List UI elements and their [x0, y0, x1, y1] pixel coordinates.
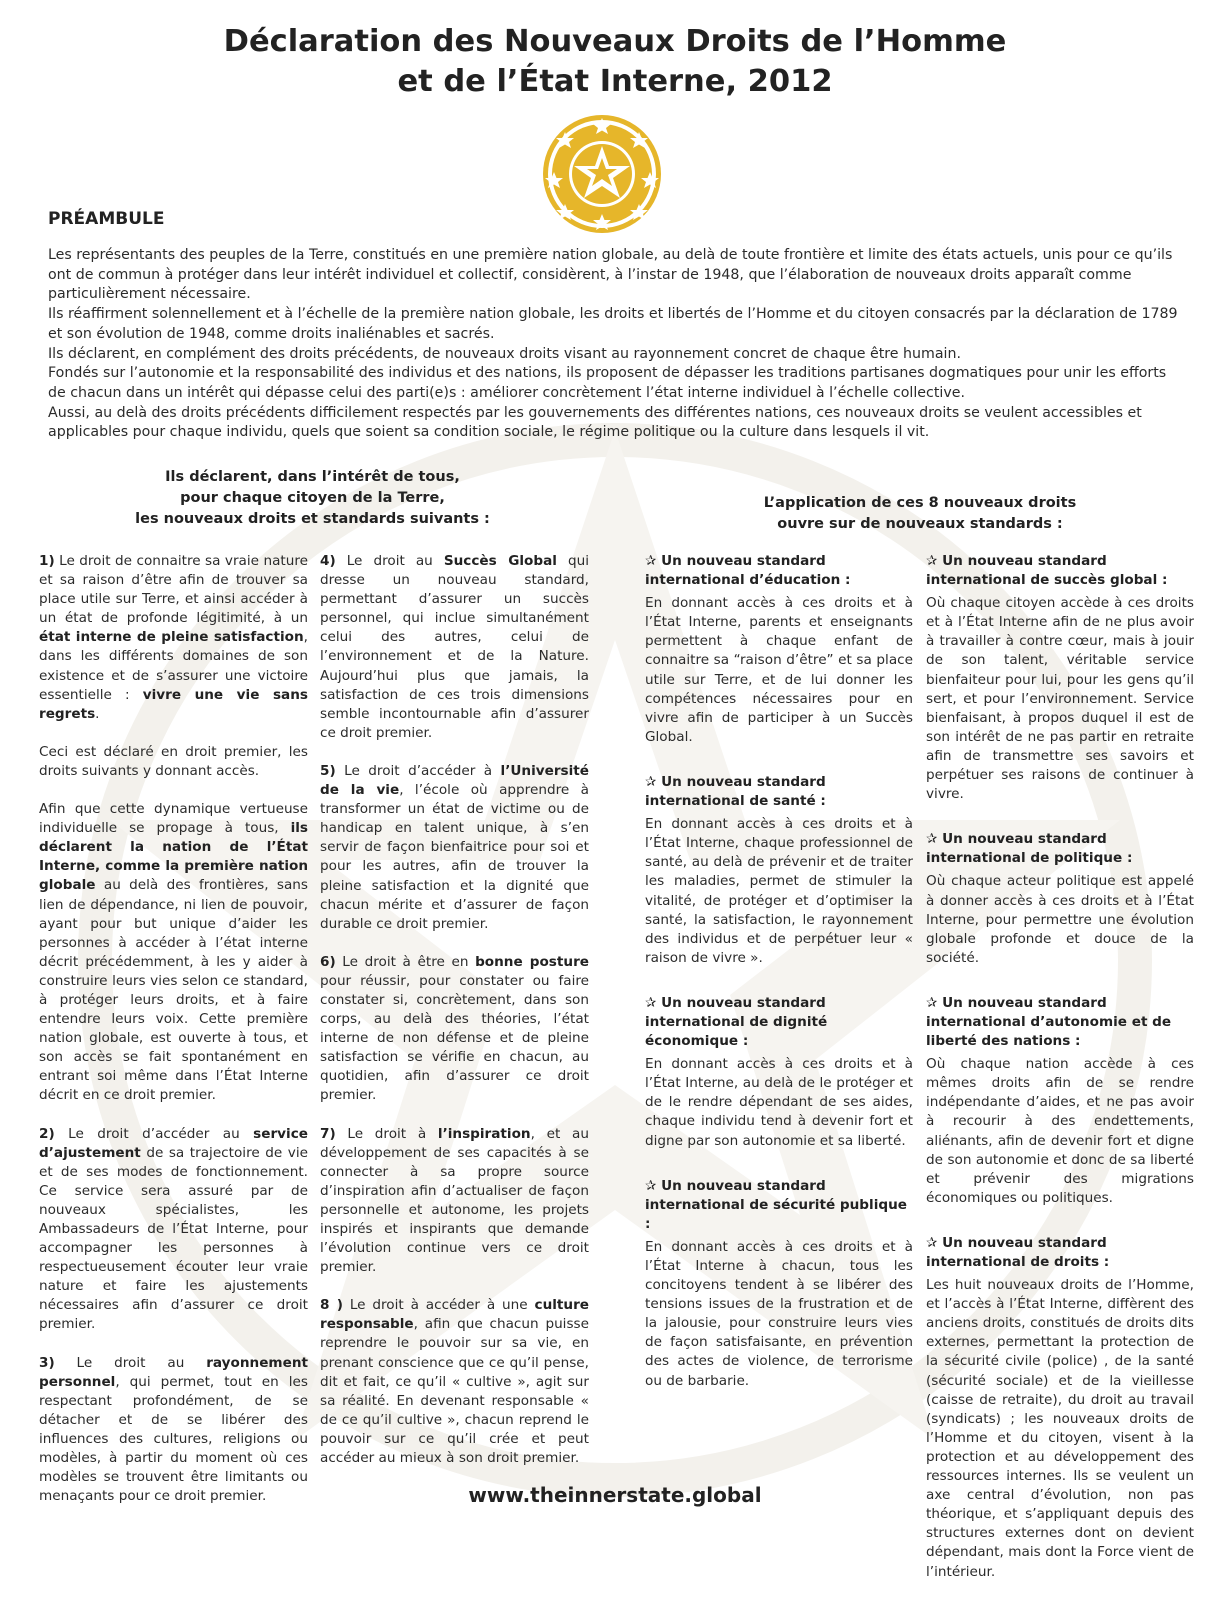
star-bullet-icon: ✰ — [645, 994, 657, 1011]
title-line-1: Déclaration des Nouveaux Droits de l’Homme — [223, 24, 1007, 59]
right-1-note: Ceci est déclaré en droit premier, les droits suivants y donnant accès. — [39, 743, 308, 779]
right-text: Le droit au — [335, 553, 444, 569]
standard-title-text: Un nouveau standard international d’éducation : — [645, 553, 851, 589]
standard-title — [926, 994, 1194, 1051]
standard-sante — [645, 773, 913, 968]
star-emblem-icon — [540, 112, 664, 236]
right-number: 8 ) — [320, 1297, 343, 1314]
preamble-paragraph: Ils déclarent, en complément des droits précédents, de nouveaux droits visant au rayonnement concret de chaque être humain. — [48, 345, 961, 362]
right-text: Afin que cette dynamique vertueuse individuelle se propage à tous, — [39, 801, 308, 837]
right-2 — [39, 1125, 308, 1335]
rights-heading-line: les nouveaux droits et standards suivants : — [135, 511, 490, 527]
right-text: , afin que chacun puisse reprendre le pouvoir sur sa vie, en prenant conscience que ce qu’il pense, dit et fait, ce qu’il « cultive », agit sur sa réalité. En devenant responsable « de ce qu’il cultive », chacun reprend le pouvoir sur ce qu’il crée et peut accéder au mieux à son droit premier. — [320, 1316, 589, 1467]
right-text: Le droit à — [335, 1125, 438, 1142]
star-bullet-icon: ✰ — [645, 773, 657, 790]
right-number: 2) — [39, 1125, 55, 1142]
star-bullet-icon: ✰ — [645, 1177, 657, 1194]
right-text: Le droit à être en — [335, 953, 476, 970]
star-bullet-icon: ✰ — [926, 553, 938, 569]
standard-body: Où chaque acteur politique est appelé à donner accès à ces droits et à l’État Interne, pour permettre une évolution globale profonde et douce de la société. — [926, 873, 1194, 966]
right-emphasis: vivre une vie sans regrets — [39, 686, 308, 722]
preamble-text — [48, 246, 1188, 443]
standards-heading-line: ouvre sur de nouveaux standards : — [777, 516, 1063, 532]
standard-title-text: Un nouveau standard international de sécurité publique : — [645, 1177, 907, 1232]
page-title — [0, 22, 1230, 102]
standard-securite — [645, 1177, 913, 1391]
standards-heading-line: L’application de ces 8 nouveaux droits — [763, 495, 1077, 511]
standard-education — [645, 552, 913, 747]
standard-title — [926, 1234, 1194, 1272]
right-number: 6) — [320, 953, 336, 970]
standard-title — [645, 773, 913, 811]
standard-title — [645, 994, 913, 1051]
standard-body: Les huit nouveaux droits de l’Homme, et l’accès à l’État Interne, diffèrent des anciens droits, constitués de droits dits externes, permettant la protection de la sécurité civile (police) , de la santé (sécurité sociale) et de la vieillesse (caisse de retraite), du droit au travail (syndicats) ; les nouveaux droits de l’Homme et du citoyen, visent à la protection et au développement des ressources internes. Ils se veulent un axe central d’évolution, non pas théorique, et s’appliquant depuis des structures externes dont on devient dépendant, mais dont la Force vient de l’intérieur. — [926, 1277, 1194, 1580]
standard-title — [926, 830, 1194, 868]
right-text: Le droit au — [54, 1354, 207, 1371]
standard-droits — [926, 1234, 1194, 1582]
right-emphasis: Succès Global — [443, 553, 557, 569]
right-1 — [39, 552, 308, 724]
rights-column-2 — [320, 552, 589, 1487]
standard-title — [926, 552, 1194, 590]
right-text: , qui permet, tout en les respectant profondément, de se détacher et de se libérer des influences des cultures, religions ou modèles, à partir du moment où ces modèles se trouvent être limitants ou menaçants pour ce droit premier. — [39, 1373, 308, 1505]
right-text: de sa trajectoire de vie et de ses modes de fonctionnement. Ce service sera assuré par de nouveaux spécialistes, les Ambassadeurs de l’État Interne, pour accompagner les personnes à respectueusement écouter leur vraie nature et faire les ajustements nécessaires afin d’assurer ce droit premier. — [39, 1144, 308, 1333]
right-1-nation — [39, 800, 308, 1106]
standard-dignite — [645, 994, 913, 1151]
standard-title-text: Un nouveau standard international de politique : — [926, 831, 1133, 867]
right-emphasis: l’Université de la vie — [320, 762, 589, 799]
right-emphasis: bonne posture — [475, 953, 589, 970]
right-6 — [320, 953, 589, 1106]
star-bullet-icon: ✰ — [926, 1234, 938, 1251]
right-text: , l’école où apprendre à transformer un état de victime ou de handicap en talent unique, à s’en servir de façon bienfaitrice pour soi et pour les autres, afin de trouver la pleine satisfaction et la dignité que chacun mérite et d’assurer de façon durable ce droit premier. — [320, 782, 589, 932]
right-emphasis: rayonnement personnel — [39, 1354, 308, 1390]
right-number: 5) — [320, 762, 336, 779]
standards-heading — [700, 493, 1140, 535]
title-line-2: et de l’État Interne, 2012 — [397, 64, 833, 99]
standard-title-text: Un nouveau standard international d’autonomie et de liberté des nations : — [926, 994, 1172, 1050]
right-text: au delà des frontières, sans lien de dépendance, ni lien de pouvoir, ayant pour but unique d’aider les personnes à accéder à l’état interne décrit précédemment, à les y aider à construire leurs vies selon ce standard, à protéger leurs droits, et à faire entendre leurs voix. Cette première nation globale, est ouverte à tous, et son accès se fait spontanément en entrant soi même dans l’État Interne décrit en ce droit premier. — [39, 877, 308, 1104]
star-bullet-icon: ✰ — [926, 831, 938, 848]
preamble-title: PRÉAMBULE — [48, 209, 165, 229]
right-text: Le droit de connaitre sa vraie nature et sa raison d’être afin de trouver sa place utile sur Terre, et ainsi accéder à un état de profonde légitimité, à un — [39, 553, 308, 627]
standard-succes — [926, 552, 1194, 804]
right-5 — [320, 762, 589, 934]
standard-title-text: Un nouveau standard international de droits : — [926, 1234, 1110, 1270]
preamble-paragraph: Fondés sur l’autonomie et la responsabilité des individus et des nations, ils proposent de dépasser les traditions partisanes dogmatiques pour unir les efforts de chacun dans un intérêt qui dépasse celui des parti(e)s : améliorer concrètement l’état interne individuel à l’échelle collective. — [48, 365, 1167, 401]
standards-column-1 — [645, 552, 913, 1417]
right-text: , dans les différents domaines de son existence et de s’assurer une victoire essentielle : — [39, 629, 308, 703]
standard-title-text: Un nouveau standard international de santé : — [645, 773, 826, 810]
right-emphasis: état interne de pleine satisfaction — [39, 629, 304, 646]
standard-body: Où chaque nation accède à ces mêmes droits afin de se rendre indépendante d’aides, et ne pas avoir à recourir à des endettements, aliénants, afin de devenir fort et digne de son autonomie et donc de sa liberté et prévenir des migrations économiques ou politiques. — [926, 1056, 1194, 1206]
standard-body: Où chaque citoyen accède à ces droits et à l’État Interne afin de ne plus avoir à travailler à contre cœur, mais à jouir de son talent, véritable service bienfaiteur pour lui, pour les gens qu’il sert, et pour l’environnement. Service bienfaisant, à propos duquel il est de son intérêt de ne pas partir en retraite afin de transmettre ses savoirs et perpétuer ses raisons de continuer à vivre. — [926, 595, 1194, 803]
standard-body: En donnant accès à ces droits et à l’État Interne, chaque professionnel de santé, au delà de prévenir et de traiter les maladies, permet de stimuler la vitalité, de protéger et d’optimiser la santé, la satisfaction, le rayonnement des individus et de perpétuer leur « raison de vivre ». — [645, 816, 913, 966]
right-emphasis: l’inspiration — [437, 1125, 531, 1142]
standard-title-text: Un nouveau standard international de succès global : — [926, 553, 1168, 589]
standard-title — [645, 1177, 913, 1234]
right-text: . — [95, 705, 100, 722]
right-number: 3) — [39, 1354, 55, 1371]
preamble-paragraph: Aussi, au delà des droits précédents difficilement respectés par les gouvernements des différentes nations, ces nouveaux droits se veulent accessibles et applicables pour chaque individu, quels que soient sa condition sociale, le régime politique ou la culture dans lesquels il vit. — [48, 404, 1142, 441]
standard-title — [645, 552, 913, 590]
right-text: qui dresse un nouveau standard, permettant d’assurer un succès personnel, qui inclue simultanément celui des autres, celui de l’environnement et de la Nature. Aujourd’hui plus que jamais, la satisfaction de ces trois dimensions semble incontournable afin d’assurer ce droit premier. — [320, 553, 589, 741]
star-bullet-icon: ✰ — [645, 553, 657, 569]
right-7 — [320, 1125, 589, 1278]
star-bullet-icon: ✰ — [926, 994, 938, 1011]
preamble-paragraph: Les représentants des peuples de la Terre, constitués en une première nation globale, au delà de toute frontière et limite des états actuels, unis pour ce qu’ils ont de commun à protéger dans leur intérêt individuel et collectif, considèrent, à l’instar de 1948, que l’élaboration de nouveaux droits apparaît comme particulièrement nécessaire. — [48, 247, 1173, 303]
standard-politique — [926, 830, 1194, 968]
standard-autonomie — [926, 994, 1194, 1208]
standard-body: En donnant accès à ces droits et à l’État Interne à chacun, tous les concitoyens tendent à se libérer des tensions issues de la frustration et de la jalousie, pour construire leurs vies de façon satisfaisante, en prévention des actes de violence, de terrorisme ou de barbarie. — [645, 1238, 913, 1389]
preamble-paragraph: Ils réaffirment solennellement et à l’échelle de la première nation globale, les droits et libertés de l’Homme et du citoyen consacrés par la déclaration de 1789 et son évolution de 1948, comme droits inaliénables et sacrés. — [48, 306, 1178, 342]
standard-body: En donnant accès à ces droits et à l’État Interne, au delà de le protéger et de le rendre dépendant de ses aides, chaque individu tend à devenir fort et digne par son autonomie et sa liberté. — [645, 1056, 913, 1149]
standard-body: En donnant accès à ces droits et à l’État Interne, parents et enseignants permettent à chaque enfant de connaitre sa “raison d’être” et sa place utile sur Terre, et de lui donner les compétences nécessaires pour en vivre afin de participer à un Succès Global. — [645, 595, 913, 745]
right-8 — [320, 1296, 589, 1468]
right-emphasis: ils déclarent la nation de l’État Interne, comme la première nation globale — [39, 820, 308, 894]
website-link[interactable]: www.theinnerstate.global — [468, 1483, 762, 1507]
rights-heading-line: Ils déclarent, dans l’intérêt de tous, — [165, 469, 460, 485]
rights-heading — [90, 467, 535, 530]
right-4 — [320, 552, 589, 743]
right-number: 7) — [320, 1125, 336, 1142]
right-text: , et au développement de ses capacités à se connecter à sa propre source d’inspiration afin d’actualiser de façon personnelle et autonome, les projets inspirés et inspirants que demande l’évolution continue vers ce droit premier. — [320, 1125, 589, 1276]
right-emphasis: service d’ajustement — [39, 1125, 308, 1161]
standard-title-text: Un nouveau standard international de dignité économique : — [645, 994, 828, 1050]
right-text: Le droit à accéder à une — [342, 1297, 535, 1314]
right-text: Le droit d’accéder à — [335, 762, 501, 779]
right-text: Le droit d’accéder au — [54, 1125, 254, 1142]
rights-column-1 — [39, 552, 308, 1525]
rights-heading-line: pour chaque citoyen de la Terre, — [180, 490, 445, 506]
right-number: 1) — [39, 553, 55, 569]
right-number: 4) — [320, 553, 336, 569]
standards-column-2 — [926, 552, 1194, 1608]
right-emphasis: culture responsable — [320, 1297, 590, 1333]
right-text: pour réussir, pour constater ou faire constater si, concrètement, dans son corps, au delà des théories, l’état interne de non défense et de pleine satisfaction se vérifie en chacun, au quotidien, afin d’assurer ce droit premier. — [320, 972, 589, 1104]
